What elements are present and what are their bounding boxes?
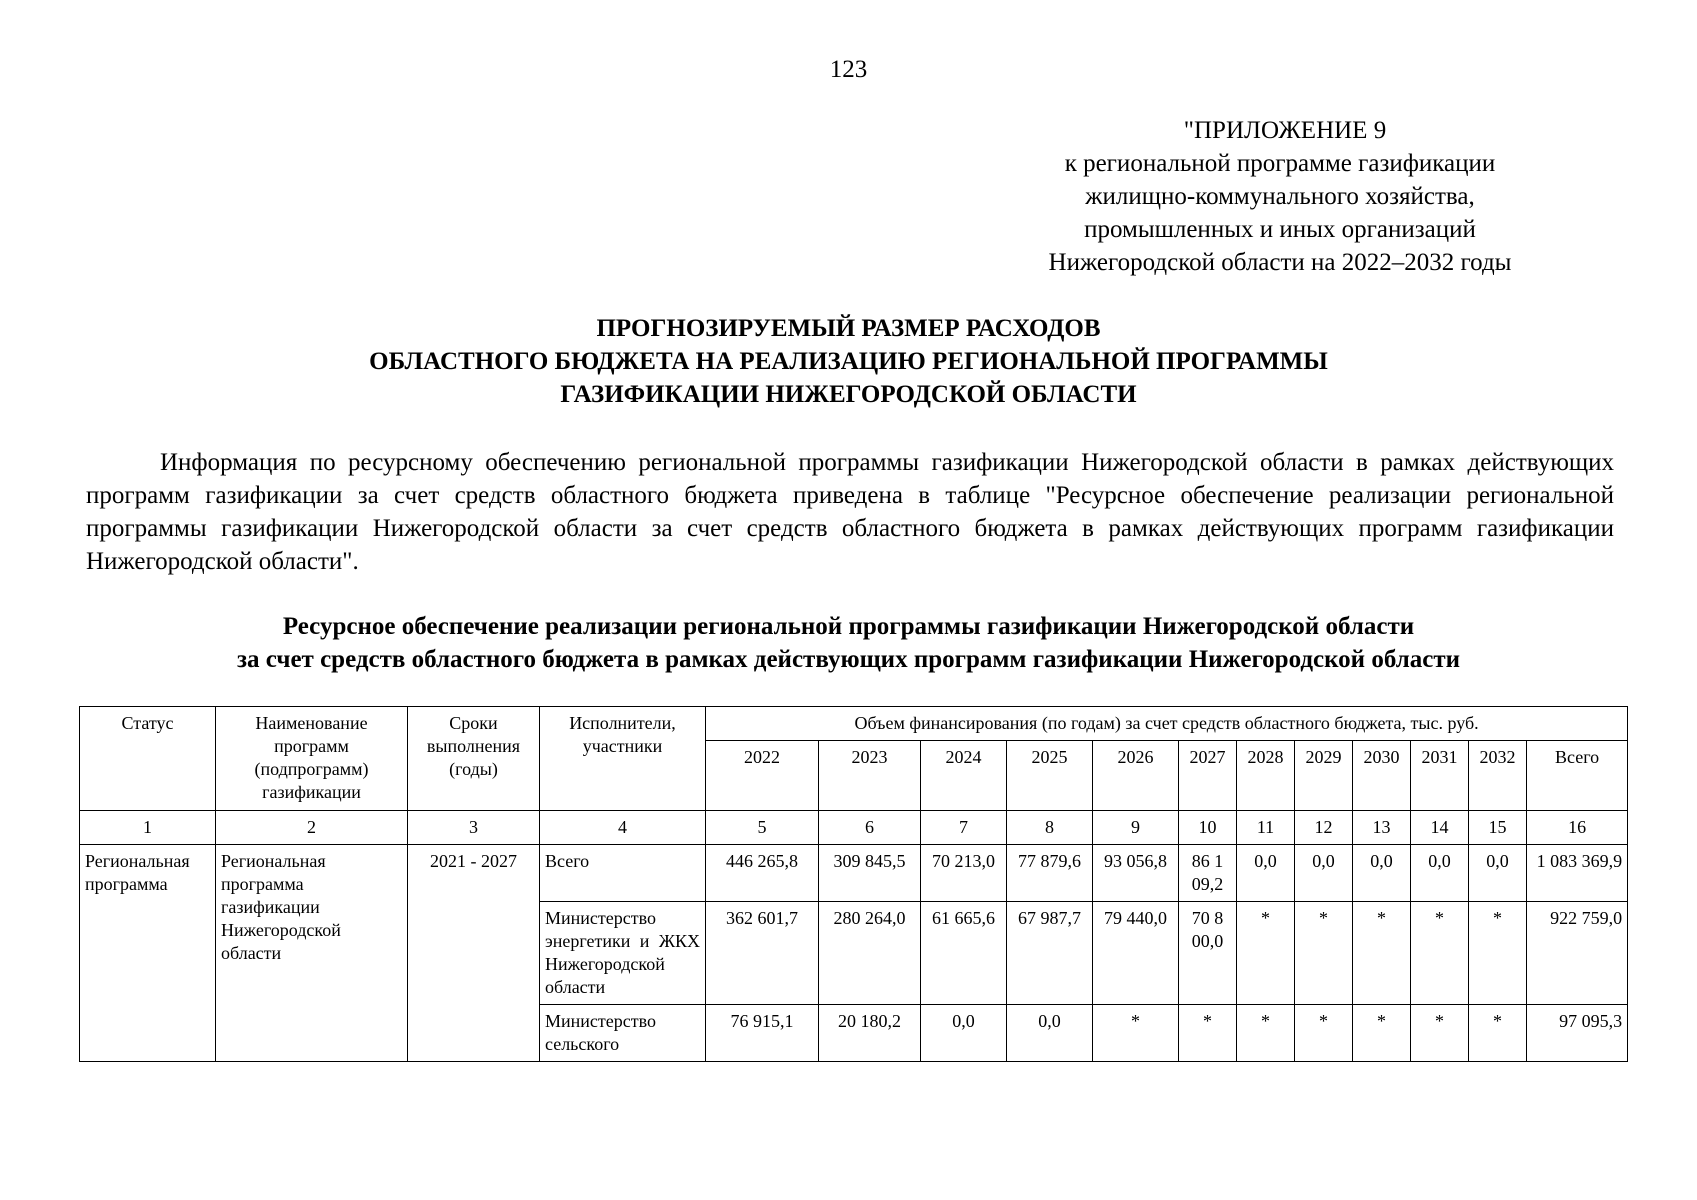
column-number: 9 [1093, 811, 1179, 845]
column-number: 8 [1007, 811, 1093, 845]
column-number: 5 [706, 811, 819, 845]
value-cell: 86 1 09,2 [1179, 845, 1237, 902]
value-cell: 0,0 [1007, 1005, 1093, 1062]
value-cell: 70 8 00,0 [1179, 902, 1237, 1005]
program-period: 2021 - 2027 [408, 845, 540, 1062]
value-cell: * [1353, 902, 1411, 1005]
column-number: 14 [1411, 811, 1469, 845]
header-executors: Исполнители, участники [540, 707, 706, 811]
appendix-line: жилищно-коммунального хозяйства, [1085, 183, 1475, 210]
title-line: ПРОГНОЗИРУЕМЫЙ РАЗМЕР РАСХОДОВ [596, 315, 1101, 342]
table-row-total [80, 845, 1628, 902]
column-number: 15 [1469, 811, 1527, 845]
header-year: 2026 [1093, 741, 1179, 811]
intro-paragraph: Информация по ресурсному обеспечению региональной программы газификации Нижегородской области в рамках действующих программ газификации за счет средств областного бюджета приведена в таблице "Ресурсное обеспечение реализации региональной программы газификации Нижегородской области за счет средств областного бюджета в рамках действующих программ газификации Нижегородской области". [86, 449, 1614, 575]
value-cell: 77 879,6 [1007, 845, 1093, 902]
page-number: 123 [829, 56, 868, 83]
header-year: 2024 [921, 741, 1007, 811]
value-cell: * [1353, 1005, 1411, 1062]
title-line: ГАЗИФИКАЦИИ НИЖЕГОРОДСКОЙ ОБЛАСТИ [560, 381, 1137, 408]
value-cell: * [1237, 1005, 1295, 1062]
column-number: 1 [80, 811, 216, 845]
header-period: Сроки выполнения (годы) [408, 707, 540, 811]
value-cell: * [1411, 1005, 1469, 1062]
column-number: 12 [1295, 811, 1353, 845]
column-number: 13 [1353, 811, 1411, 845]
header-total: Всего [1527, 741, 1628, 811]
executor-cell: Всего [540, 845, 706, 902]
value-cell: 20 180,2 [819, 1005, 921, 1062]
appendix-line: к региональной программе газификации [1064, 150, 1496, 177]
table-title [0, 610, 1697, 676]
resource-table [79, 706, 1628, 1062]
appendix-line: промышленных и иных организаций [1084, 216, 1476, 243]
column-number: 6 [819, 811, 921, 845]
header-year: 2028 [1237, 741, 1295, 811]
header-program-name: Наименование программ (подпрограмм) газификации [216, 707, 408, 811]
header-status: Статус [80, 707, 216, 811]
value-cell: 76 915,1 [706, 1005, 819, 1062]
executor-cell: Министерство сельского [540, 1005, 706, 1062]
value-cell: 79 440,0 [1093, 902, 1179, 1005]
table-title-line: Ресурсное обеспечение реализации региональной программы газификации Нижегородской области [282, 613, 1415, 640]
value-cell: * [1237, 902, 1295, 1005]
value-cell: 309 845,5 [819, 845, 921, 902]
appendix-line: Нижегородской области на 2022–2032 годы [1048, 249, 1512, 276]
value-cell: * [1179, 1005, 1237, 1062]
header-year: 2031 [1411, 741, 1469, 811]
column-number: 7 [921, 811, 1007, 845]
value-cell: 0,0 [1469, 845, 1527, 902]
header-year: 2023 [819, 741, 921, 811]
value-cell: 70 213,0 [921, 845, 1007, 902]
table-header-row [80, 707, 1628, 741]
value-cell: 61 665,6 [921, 902, 1007, 1005]
header-year: 2022 [706, 741, 819, 811]
total-cell: 1 083 369,9 [1527, 845, 1628, 902]
value-cell: * [1469, 902, 1527, 1005]
title-line: ОБЛАСТНОГО БЮДЖЕТА НА РЕАЛИЗАЦИЮ РЕГИОНАЛЬНОЙ ПРОГРАММЫ [369, 348, 1328, 375]
column-number: 2 [216, 811, 408, 845]
total-cell: 922 759,0 [1527, 902, 1628, 1005]
value-cell: 93 056,8 [1093, 845, 1179, 902]
value-cell: 362 601,7 [706, 902, 819, 1005]
value-cell: * [1295, 1005, 1353, 1062]
appendix-header [1000, 114, 1560, 279]
value-cell: 0,0 [1295, 845, 1353, 902]
header-year: 2029 [1295, 741, 1353, 811]
value-cell: 0,0 [1411, 845, 1469, 902]
column-number: 16 [1527, 811, 1628, 845]
total-cell: 97 095,3 [1527, 1005, 1628, 1062]
column-number: 4 [540, 811, 706, 845]
header-year: 2030 [1353, 741, 1411, 811]
column-number: 3 [408, 811, 540, 845]
value-cell: 0,0 [1237, 845, 1295, 902]
program-status: Региональная программа [80, 845, 216, 1062]
value-cell: 0,0 [921, 1005, 1007, 1062]
column-number: 10 [1179, 811, 1237, 845]
header-year: 2025 [1007, 741, 1093, 811]
header-financing: Объем финансирования (по годам) за счет средств областного бюджета, тыс. руб. [706, 707, 1628, 741]
value-cell: 280 264,0 [819, 902, 921, 1005]
value-cell: * [1295, 902, 1353, 1005]
executor-cell: Министерство энергетики и ЖКХ Нижегородской области [540, 902, 706, 1005]
table-title-line: за счет средств областного бюджета в рамках действующих программ газификации Нижегородской области [236, 646, 1461, 673]
value-cell: * [1093, 1005, 1179, 1062]
header-year: 2032 [1469, 741, 1527, 811]
appendix-line: "ПРИЛОЖЕНИЕ 9 [1183, 117, 1387, 144]
program-name: Региональная программа газификации Нижегородской области [216, 845, 408, 1062]
value-cell: 67 987,7 [1007, 902, 1093, 1005]
value-cell: * [1469, 1005, 1527, 1062]
value-cell: * [1411, 902, 1469, 1005]
column-number: 11 [1237, 811, 1295, 845]
header-year: 2027 [1179, 741, 1237, 811]
value-cell: 446 265,8 [706, 845, 819, 902]
document-title [0, 312, 1697, 411]
column-number-row [80, 811, 1628, 845]
value-cell: 0,0 [1353, 845, 1411, 902]
